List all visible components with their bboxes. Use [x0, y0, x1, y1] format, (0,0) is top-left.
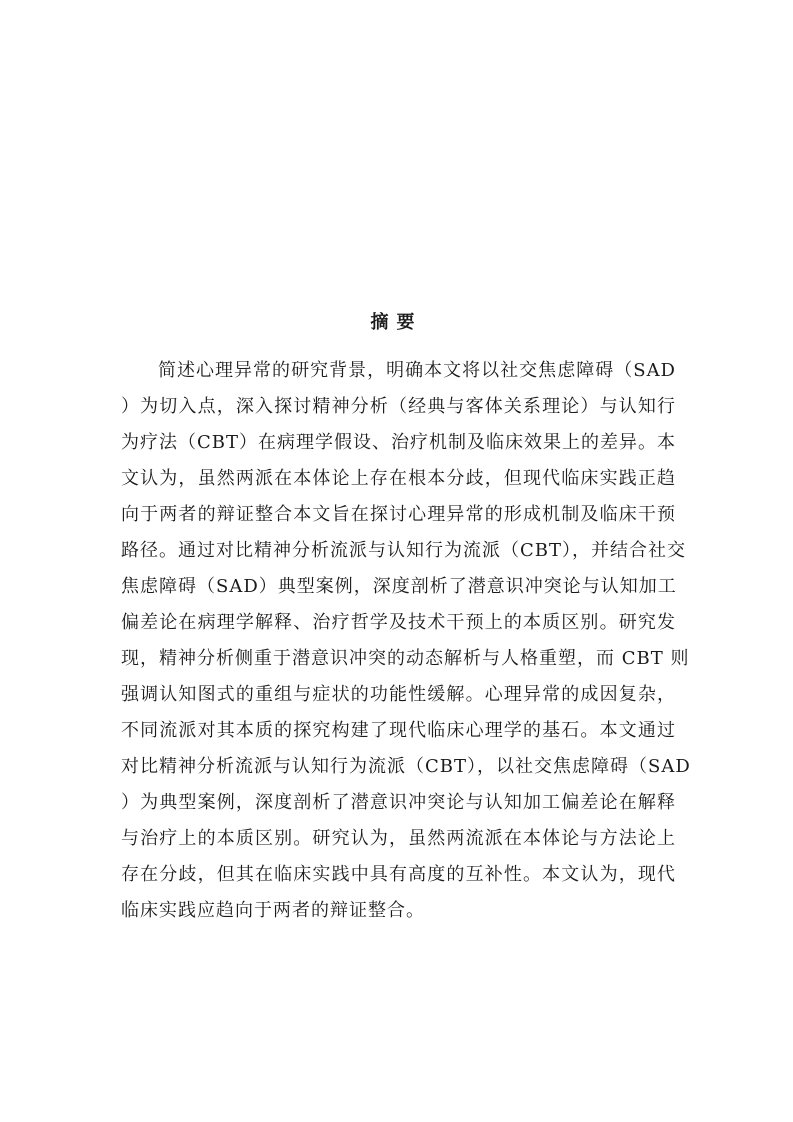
abstract-title: 摘要 — [370, 312, 423, 333]
abstract-line: 为疗法（CBT）在病理学假设、治疗机制及临床效果上的差异。本 — [121, 432, 677, 453]
abstract-line: 偏差论在病理学解释、治疗哲学及技术干预上的本质区别。研究发 — [121, 612, 676, 633]
abstract-line: 简述心理异常的研究背景，明确本文将以社交焦虑障碍（SAD — [158, 360, 676, 381]
abstract-line: 焦虑障碍（SAD）典型案例，深度剖析了潜意识冲突论与认知加工 — [121, 576, 677, 597]
abstract-line: 与治疗上的本质区别。研究认为，虽然两流派在本体论与方法论上 — [121, 828, 676, 849]
abstract-line: 路径。通过对比精神分析流派与认知行为流派（CBT），并结合社交 — [121, 540, 687, 561]
abstract-line: 文认为，虽然两派在本体论上存在根本分歧，但现代临床实践正趋 — [121, 468, 676, 489]
abstract-line: 向于两者的辩证整合本文旨在探讨心理异常的形成机制及临床干预 — [121, 504, 676, 525]
abstract-line: ）为切入点，深入探讨精神分析（经典与客体关系理论）与认知行 — [121, 396, 676, 417]
abstract-line: ）为典型案例，深度剖析了潜意识冲突论与认知加工偏差论在解释 — [121, 792, 676, 813]
abstract-line: 不同流派对其本质的探究构建了现代临床心理学的基石。本文通过 — [121, 720, 676, 741]
abstract-line: 临床实践应趋向于两者的辩证整合。 — [121, 900, 425, 921]
abstract-line: 对比精神分析流派与认知行为流派（CBT），以社交焦虑障碍（SAD — [121, 756, 691, 777]
abstract-body — [121, 353, 691, 929]
abstract-line: 存在分歧，但其在临床实践中具有高度的互补性。本文认为，现代 — [121, 864, 676, 885]
abstract-line: 强调认知图式的重组与症状的功能性缓解。心理异常的成因复杂， — [121, 684, 676, 705]
abstract-line: 现，精神分析侧重于潜意识冲突的动态解析与人格重塑，而 CBT 则 — [121, 648, 690, 669]
